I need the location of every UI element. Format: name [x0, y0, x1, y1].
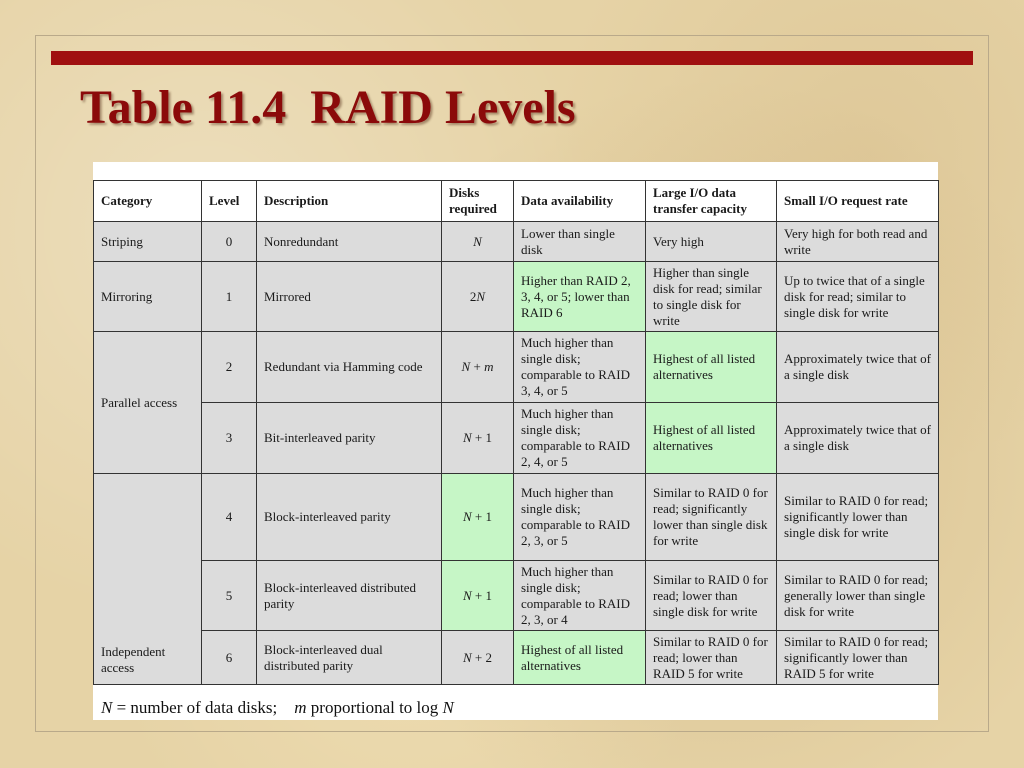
cell-description: Nonredundant	[257, 222, 442, 262]
cell-level: 0	[202, 222, 257, 262]
cell-small-io: Approximately twice that of a single disk	[777, 332, 939, 403]
footnote-n-text: = number of data disks;	[112, 698, 295, 717]
table-row	[94, 474, 939, 561]
cell-large-io: Highest of all listed alternatives	[646, 403, 777, 474]
cell-level: 2	[202, 332, 257, 403]
cell-description: Mirrored	[257, 262, 442, 332]
table-row	[94, 631, 939, 685]
cell-disks: N + 2	[442, 631, 514, 685]
header-large-io: Large I/O data transfer capacity	[646, 181, 777, 222]
raid-levels-table	[93, 180, 939, 685]
header-category: Category	[94, 181, 202, 222]
cell-small-io: Up to twice that of a single disk for read; similar to single disk for write	[777, 262, 939, 332]
cell-description: Block-interleaved dual distributed parity	[257, 631, 442, 685]
cell-large-io: Similar to RAID 0 for read; significantly lower than single disk for write	[646, 474, 777, 561]
cell-large-io: Highest of all listed alternatives	[646, 332, 777, 403]
cell-description: Bit-interleaved parity	[257, 403, 442, 474]
cell-availability: Highest of all listed alternatives	[514, 631, 646, 685]
table-header-row	[94, 181, 939, 222]
footnote-log-symbol: N	[442, 698, 454, 717]
header-disks-required: Disks required	[442, 181, 514, 222]
cell-small-io: Similar to RAID 0 for read; significantly lower than single disk for write	[777, 474, 939, 561]
cell-description: Block-interleaved parity	[257, 474, 442, 561]
cell-description: Redundant via Hamming code	[257, 332, 442, 403]
cell-disks: 2N	[442, 262, 514, 332]
cell-large-io: Similar to RAID 0 for read; lower than RAID 5 for write	[646, 631, 777, 685]
cell-large-io: Similar to RAID 0 for read; lower than single disk for write	[646, 561, 777, 631]
category-independent-access: Independent access	[94, 474, 202, 685]
table-row	[94, 561, 939, 631]
table-panel	[93, 162, 938, 720]
cell-availability: Lower than single disk	[514, 222, 646, 262]
title-accent-bar	[51, 51, 973, 65]
table-row	[94, 332, 939, 403]
header-data-availability: Data availability	[514, 181, 646, 222]
footnote-m-text: proportional to log	[306, 698, 443, 717]
cell-disks: N + m	[442, 332, 514, 403]
footnote-n-symbol: N	[101, 698, 113, 717]
cell-level: 1	[202, 262, 257, 332]
cell-disks: N + 1	[442, 561, 514, 631]
cell-level: 5	[202, 561, 257, 631]
cell-level: 6	[202, 631, 257, 685]
table-footnote	[101, 698, 454, 718]
cell-availability: Much higher than single disk; comparable to RAID 2, 3, or 4	[514, 561, 646, 631]
cell-small-io: Very high for both read and write	[777, 222, 939, 262]
table-row	[94, 262, 939, 332]
cell-small-io: Similar to RAID 0 for read; significantly lower than RAID 5 for write	[777, 631, 939, 685]
cell-level: 3	[202, 403, 257, 474]
slide-title: Table 11.4 RAID Levels	[80, 81, 576, 134]
cell-availability: Higher than RAID 2, 3, 4, or 5; lower than RAID 6	[514, 262, 646, 332]
table-row	[94, 403, 939, 474]
category-striping: Striping	[94, 222, 202, 262]
cell-availability: Much higher than single disk; comparable to RAID 2, 3, or 5	[514, 474, 646, 561]
header-description: Description	[257, 181, 442, 222]
header-level: Level	[202, 181, 257, 222]
cell-availability: Much higher than single disk; comparable to RAID 3, 4, or 5	[514, 332, 646, 403]
cell-availability: Much higher than single disk; comparable to RAID 2, 4, or 5	[514, 403, 646, 474]
header-small-io: Small I/O request rate	[777, 181, 939, 222]
cell-disks: N	[442, 222, 514, 262]
cell-large-io: Higher than single disk for read; similar to single disk for write	[646, 262, 777, 332]
table-row	[94, 222, 939, 262]
category-parallel-access: Parallel access	[94, 332, 202, 474]
cell-small-io: Approximately twice that of a single disk	[777, 403, 939, 474]
footnote-m-symbol: m	[294, 698, 307, 717]
cell-small-io: Similar to RAID 0 for read; generally lower than single disk for write	[777, 561, 939, 631]
cell-disks: N + 1	[442, 474, 514, 561]
cell-level: 4	[202, 474, 257, 561]
cell-disks: N + 1	[442, 403, 514, 474]
category-mirroring: Mirroring	[94, 262, 202, 332]
cell-description: Block-interleaved distributed parity	[257, 561, 442, 631]
cell-large-io: Very high	[646, 222, 777, 262]
